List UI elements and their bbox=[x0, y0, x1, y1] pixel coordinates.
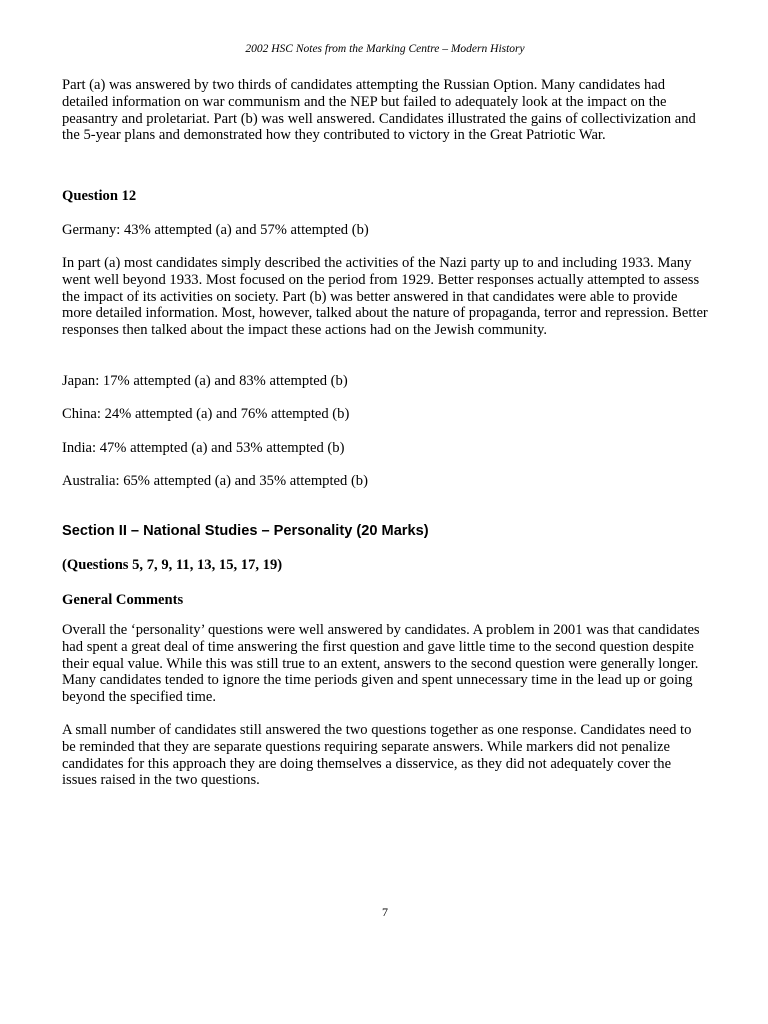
document-page bbox=[62, 0, 708, 1024]
germany-paragraph: In part (a) most candidates simply described the activities of the Nazi party up to and including 1933. Many went well beyond 1933. Most focused on the period from 1929. Better responses actually attempted to assess the impact of its activities on society. Part (b) was better answered in that candidates were able to provide more detailed information. Most, however, talked about the nature of propaganda, terror and repression. Better responses then talked about the impact these actions had on the Jewish community. bbox=[62, 255, 708, 339]
question-12-heading: Question 12 bbox=[62, 188, 137, 204]
germany-stats: Germany: 43% attempted (a) and 57% attempted (b) bbox=[62, 222, 369, 238]
running-header: 2002 HSC Notes from the Marking Centre – Modern History bbox=[245, 43, 525, 55]
page-number: 7 bbox=[382, 905, 388, 919]
india-stats: India: 47% attempted (a) and 53% attempted (b) bbox=[62, 440, 345, 456]
general-comments-paragraph-2: A small number of candidates still answered the two questions together as one response. Candidates need to be reminded that they are separate questions requiring separate answers. While markers did not penalize candidates for this approach they are doing themselves a disservice, as they did not adequately cover the issues raised in the two questions. bbox=[62, 722, 692, 789]
section-2-questions: (Questions 5, 7, 9, 11, 13, 15, 17, 19) bbox=[62, 557, 283, 573]
japan-stats: Japan: 17% attempted (a) and 83% attempted (b) bbox=[62, 373, 348, 389]
china-stats: China: 24% attempted (a) and 76% attempted (b) bbox=[62, 406, 350, 422]
general-comments-paragraph-1: Overall the ‘personality’ questions were well answered by candidates. A problem in 2001 was that candidates had spent a great deal of time answering the first question and gave little time to the second question despite their equal value. While this was still true to an extent, answers to the second question were generally longer. Many candidates tended to ignore the time periods given and spent unnecessary time in the lead up or going beyond the specified time. bbox=[62, 622, 700, 706]
russia-paragraph: Part (a) was answered by two thirds of candidates attempting the Russian Option. Many candidates had detailed information on war communism and the NEP but failed to adequately look at the impact on the peasantry and proletariat. Part (b) was well answered. Candidates illustrated the gains of collectivization and the 5-year plans and demonstrated how they contributed to victory in the Great Patriotic War. bbox=[62, 77, 696, 144]
general-comments-heading: General Comments bbox=[62, 592, 184, 608]
australia-stats: Australia: 65% attempted (a) and 35% attempted (b) bbox=[62, 473, 368, 489]
section-2-heading: Section II – National Studies – Personality (20 Marks) bbox=[62, 523, 429, 539]
